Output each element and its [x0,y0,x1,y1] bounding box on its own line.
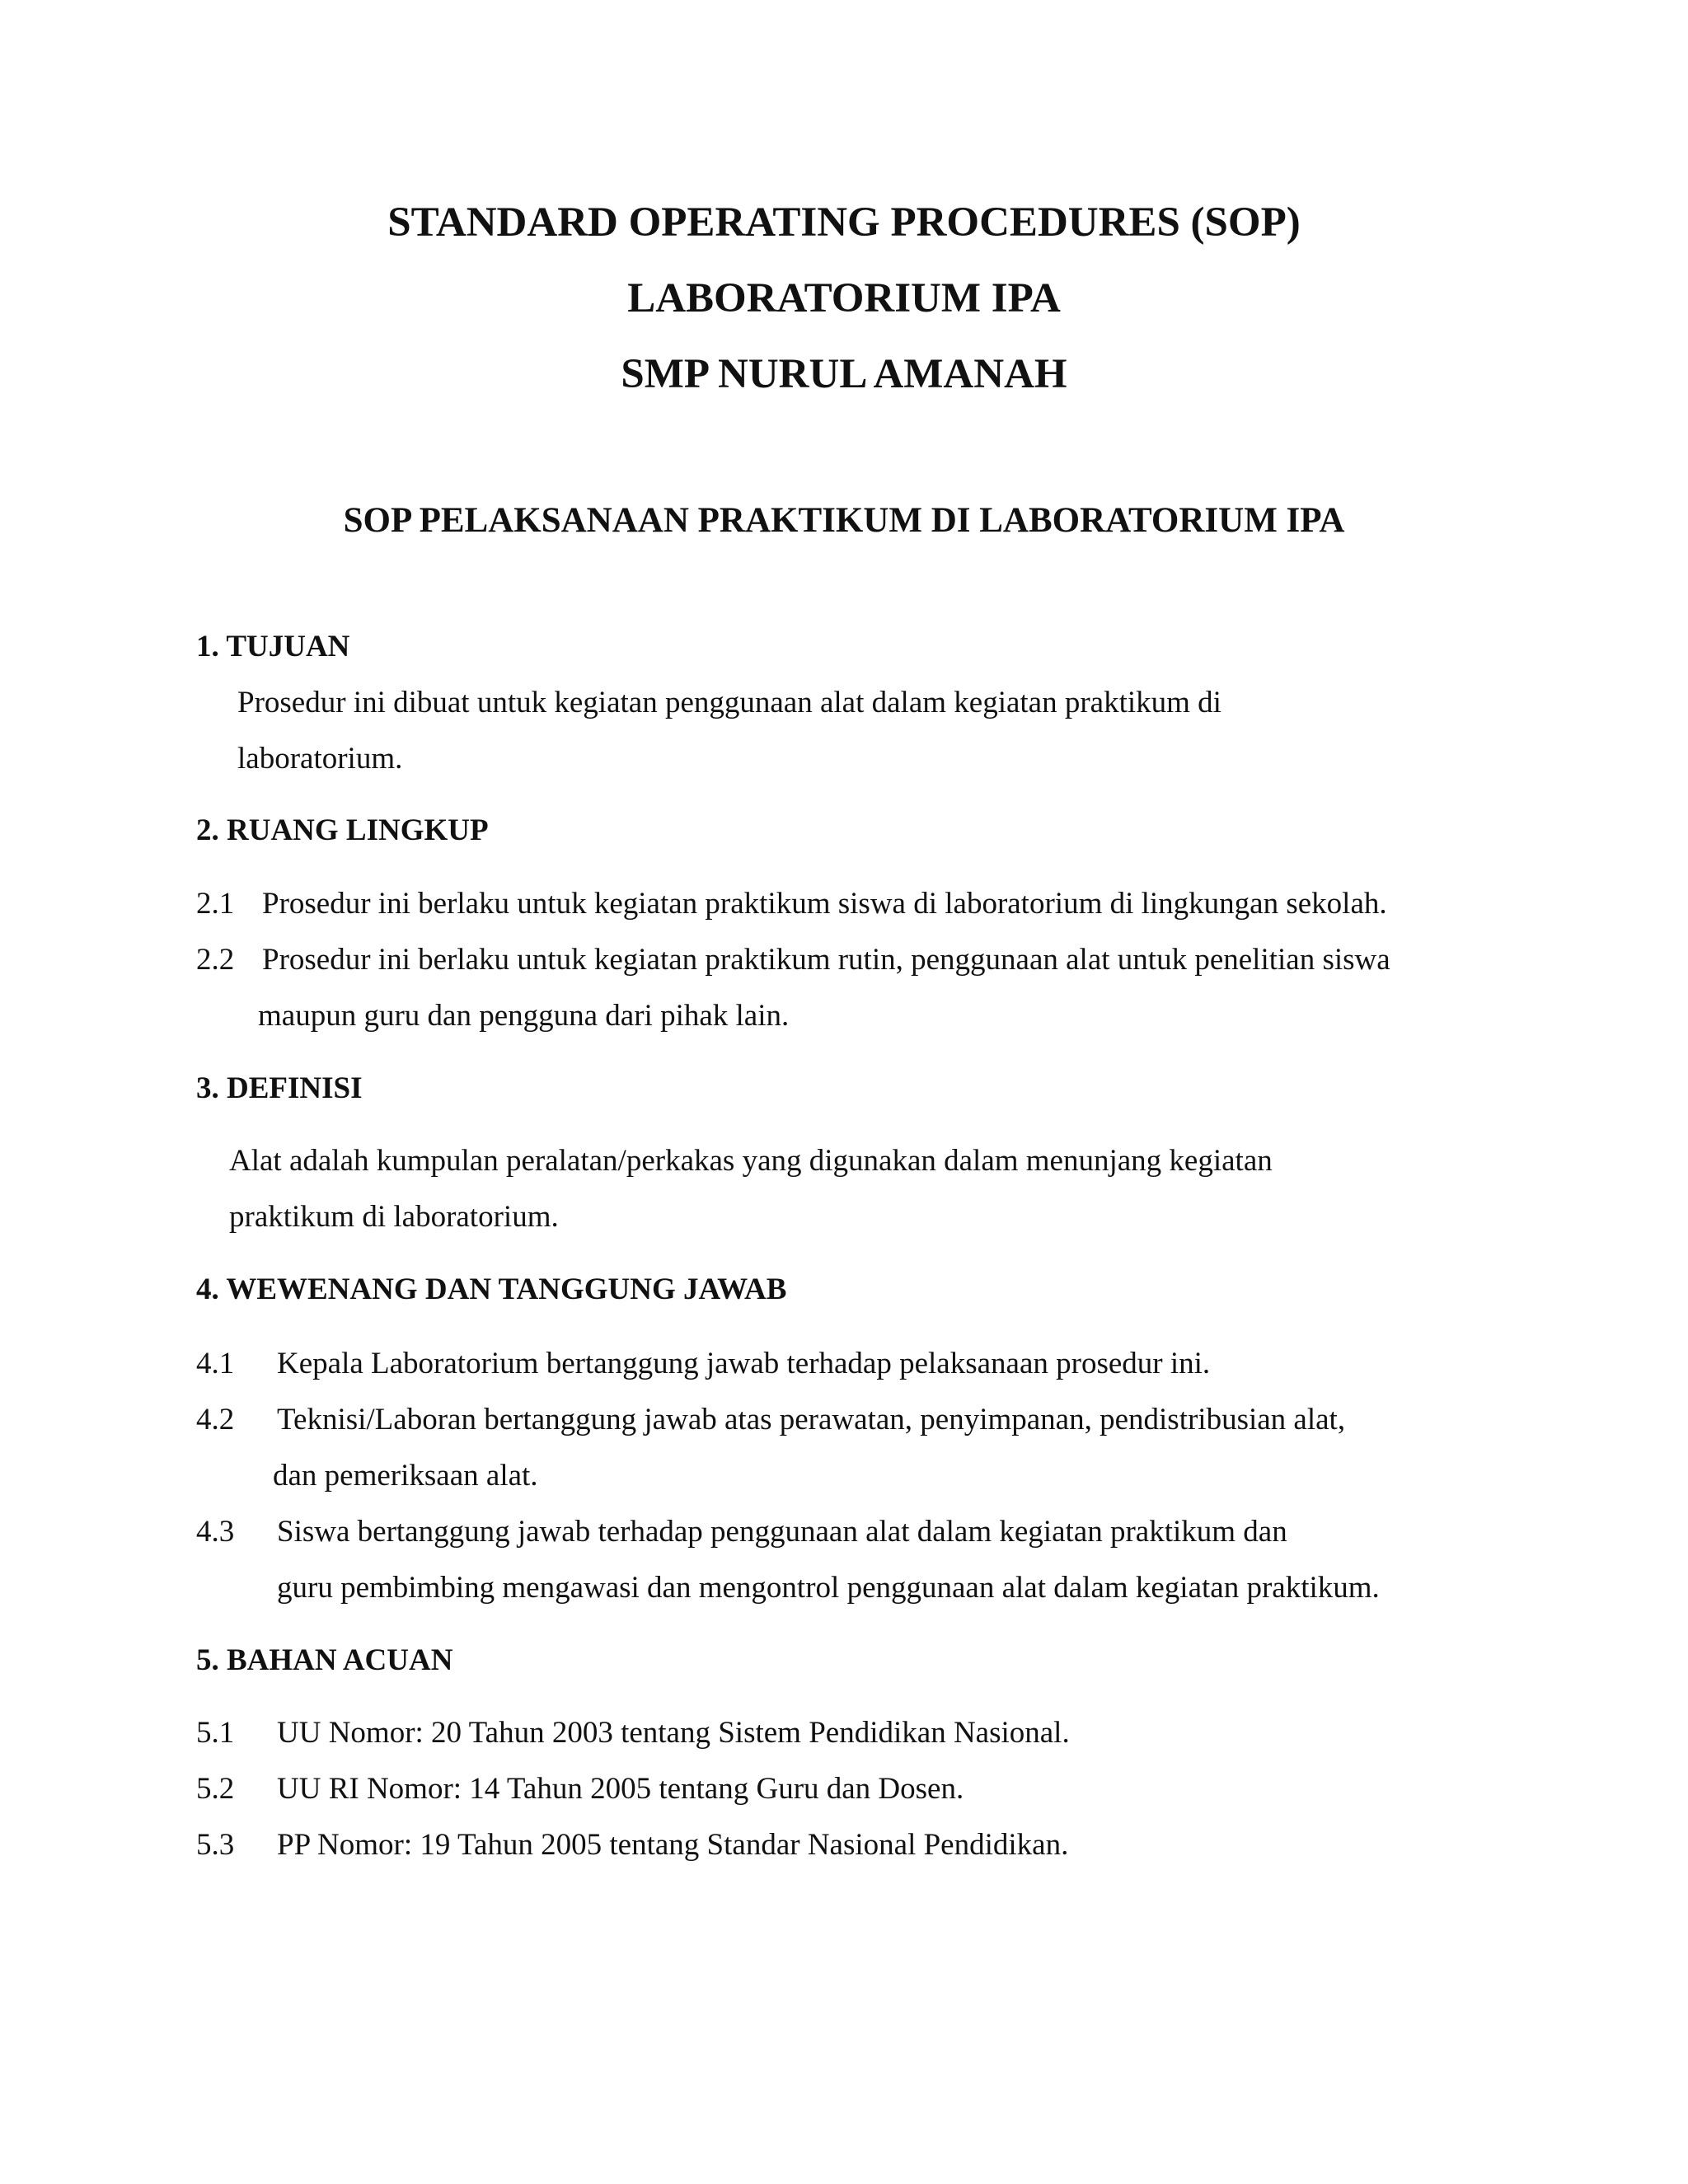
section-heading-definisi: 3. DEFINISI [196,1071,363,1105]
tujuan-text-line-2: laboratorium. [237,742,403,776]
wewenang-item-text: Teknisi/Laboran bertanggung jawab atas perawatan, penyimpanan, pendistribusian alat, [277,1403,1346,1436]
section-heading-bahan-acuan: 5. BAHAN ACUAN [196,1643,453,1677]
section-heading-wewenang: 4. WEWENANG DAN TANGGUNG JAWAB [196,1272,787,1306]
ruang-lingkup-item-text: Prosedur ini berlaku untuk kegiatan praktikum rutin, penggunaan alat untuk penelitian siswa [262,943,1390,977]
bahan-acuan-item-text: UU Nomor: 20 Tahun 2003 tentang Sistem Pendidikan Nasional. [277,1716,1070,1750]
tujuan-text-line-1: Prosedur ini dibuat untuk kegiatan penggunaan alat dalam kegiatan praktikum di [237,686,1221,719]
bahan-acuan-item-text: UU RI Nomor: 14 Tahun 2005 tentang Guru dan Dosen. [277,1772,964,1806]
bahan-acuan-item-number: 5.1 [196,1716,235,1750]
wewenang-item-number: 4.3 [196,1515,235,1549]
section-heading-tujuan: 1. TUJUAN [196,630,350,663]
document-subtitle: SOP PELAKSANAAN PRAKTIKUM DI LABORATORIUM IPA [343,501,1345,540]
document-title-line-1: STANDARD OPERATING PROCEDURES (SOP) [387,199,1301,246]
section-heading-ruang-lingkup: 2. RUANG LINGKUP [196,813,489,847]
bahan-acuan-item-number: 5.2 [196,1772,235,1806]
document-title-line-3: SMP NURUL AMANAH [621,351,1067,397]
wewenang-item-text: Siswa bertanggung jawab terhadap penggunaan alat dalam kegiatan praktikum dan [277,1515,1287,1549]
bahan-acuan-item-number: 5.3 [196,1828,235,1862]
bahan-acuan-item-text: PP Nomor: 19 Tahun 2005 tentang Standar Nasional Pendidikan. [277,1828,1069,1862]
ruang-lingkup-item-text-continuation: maupun guru dan pengguna dari pihak lain. [258,999,790,1033]
wewenang-item-number: 4.1 [196,1347,235,1380]
wewenang-item-text-continuation: dan pemeriksaan alat. [273,1459,538,1493]
definisi-text-line-1: Alat adalah kumpulan peralatan/perkakas yang digunakan dalam menunjang kegiatan [229,1144,1273,1178]
wewenang-item-text-continuation: guru pembimbing mengawasi dan mengontrol penggunaan alat dalam kegiatan praktikum. [277,1571,1380,1605]
wewenang-item-text: Kepala Laboratorium bertanggung jawab terhadap pelaksanaan prosedur ini. [277,1347,1211,1380]
ruang-lingkup-item-number: 2.1 [196,887,235,921]
ruang-lingkup-item-number: 2.2 [196,943,235,977]
document-title-line-2: LABORATORIUM IPA [627,275,1061,321]
ruang-lingkup-item-text: Prosedur ini berlaku untuk kegiatan praktikum siswa di laboratorium di lingkungan sekolah. [262,887,1387,921]
wewenang-item-number: 4.2 [196,1403,235,1436]
definisi-text-line-2: praktikum di laboratorium. [229,1200,559,1234]
